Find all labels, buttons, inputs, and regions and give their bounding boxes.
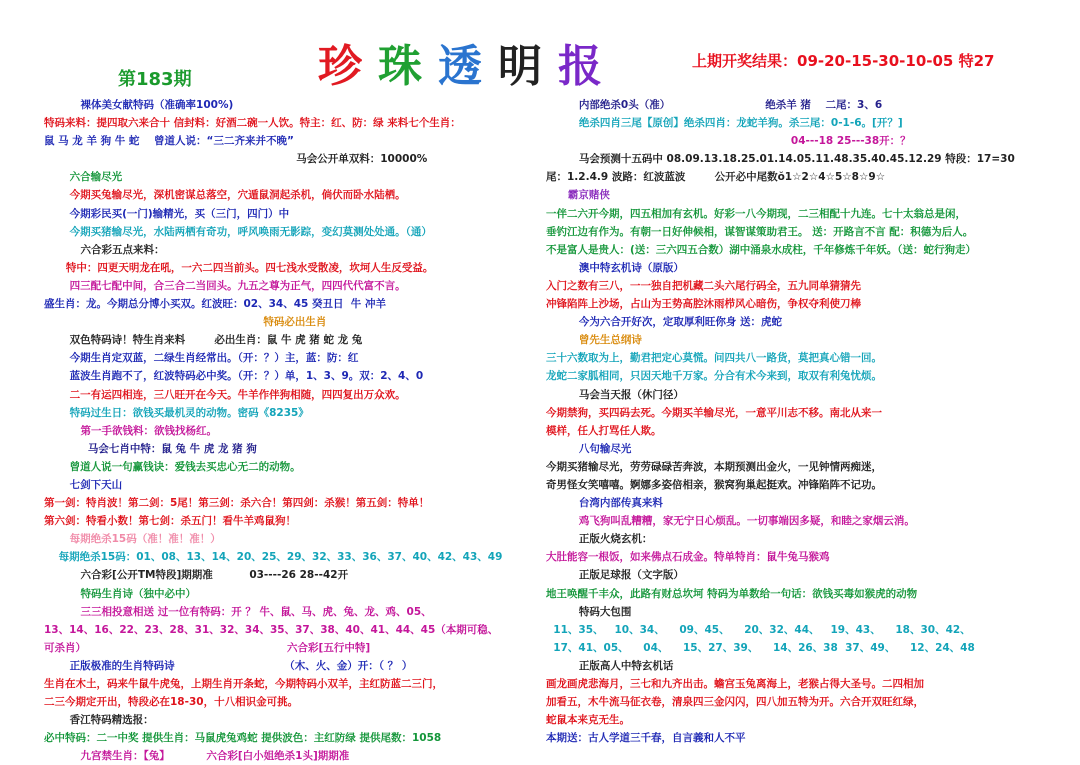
text-line: 正版火烧玄机：	[546, 533, 653, 546]
text-line: 特码生肖诗（独中必中）	[44, 587, 197, 600]
text-line: 双色特码诗！特生肖来料 必出生肖：鼠 牛 虎 猪 蛇 龙 兔	[44, 334, 363, 347]
text-line: 正版极准的生肖特码诗 （木、火、金）开：（ ？ ）	[44, 659, 413, 672]
text-line: 特码必出生肖	[44, 316, 327, 329]
text-line: 今期禁狗，买四码去死。今期买羊输尽光，一意平川志不移。南北从来一	[546, 406, 882, 419]
text-line: 台湾内部传真来料	[546, 497, 663, 510]
text-line: 今期买猪输尽光，劳劳碌碌苦奔波，本期预测出金火，一见钟情两痴迷，	[546, 460, 882, 473]
text-line: 七剑下天山	[44, 478, 123, 491]
right-column	[546, 96, 1040, 745]
text-line: 特码大包围	[546, 605, 632, 618]
text-line: 六合彩[公开TM特段]期期准 03----26 28--42开	[44, 569, 349, 582]
text-line: 曾先生总纲诗	[546, 334, 642, 347]
text-line: 二三今期定开出，特段必在18-30，十八相识金可挑。	[44, 696, 299, 709]
text-line: 今为六合开好次，定取厚利旺你身 送：虎蛇	[546, 316, 783, 329]
text-line: 马会七肖中特：鼠 兔 牛 虎 龙 猪 狗	[44, 442, 257, 455]
text-line: 入门之数有三八，一一独自把机藏二头六尾行码全，五九同单猜猜先	[546, 279, 861, 292]
text-line: 特中：四更天明龙在吼，一六二四当前头。四七浅水受散凌，坎坷人生反受益。	[44, 261, 434, 274]
left-column	[44, 96, 536, 763]
text-line: 霸京赌侠	[546, 189, 610, 202]
title-char: 透	[438, 41, 484, 92]
text-line: 蓝波生肖跑不了，红波特码必中奖。（开：？）单，1、3、9。双：2、4、0	[44, 370, 424, 383]
text-line: 垂钓江边有作为。有朝一日好伸候相，谋智谋策助君王。 送：开路言不言 配：积德为后人。	[546, 225, 974, 238]
text-line: 九宫禁生肖：【兔】 六合彩[白小姐绝杀1头]期期准	[44, 750, 350, 763]
text-line: 可杀肖） 六合彩[五行中特]	[44, 641, 371, 654]
text-line: 大肚能容一根饭，如来佛点石成金。特单特肖：鼠牛兔马猴鸡	[546, 551, 830, 564]
text-line: 鸡飞狗叫乱糟糟，家无宁日心烦乱。一切事端因多疑，和睦之家烟云消。	[546, 515, 915, 528]
text-line: 本期送：古人学道三千春，自言義和人不平	[546, 732, 746, 745]
issue-number: 第183期	[118, 69, 192, 90]
text-line: 香江特码精选报：	[44, 714, 154, 727]
text-line: 三三相投意相送 过一位有特码：开 ？ 牛、鼠、马、虎、兔、龙、鸡、05、	[44, 605, 432, 618]
text-line: 马会预测十五码中 08.09.13.18.25.01.14.05.11.48.35.40.45.12.29 特段：17=30	[546, 153, 1015, 166]
text-line: 澳中特玄机诗（原版）	[546, 261, 684, 274]
title-char: 珠	[378, 41, 424, 92]
text-line: 今期生肖定双蓝，二绿生肖经常出。（开：？）主，蓝：防：红	[44, 352, 359, 365]
text-line: 龙蛇二家胍相同，只因天地千万家。分合有术今来到，取双有利兔忧烦。	[546, 370, 882, 383]
text-line: 今期买猪输尽光，水陆两栖有奇功，呼风唤雨无影踪，变幻莫测处处通。（通）	[44, 225, 432, 238]
text-line: 三十六数取为上，勤君把定心莫慌。问四共八一路货，莫把真心错一回。	[546, 352, 882, 365]
text-line: 必中特码：二一中奖 提供生肖：马鼠虎兔鸡蛇 提供波色：主红防绿 提供尾数：1058	[44, 732, 442, 745]
text-line: 不是富人是贵人：(送：三六四五合数）湖中涌泉水成柱，千年修炼千年妖。（送：蛇行狗走）	[546, 243, 977, 256]
text-line: 11、35、 10、34、 09、45、 20、32、44、 19、43、 18、30、42、	[546, 623, 971, 636]
text-line: 模样，任人打骂任人欺。	[546, 424, 662, 437]
text-line: 地王唤醒千丰众，此路有财总坎坷 特码为单数给一句话：欲钱买毒如猴虎的动物	[546, 587, 918, 600]
text-line: 裸体美女献特码（准确率100%)	[44, 99, 234, 111]
text-line: 绝杀四肖三尾【原创】绝杀四肖：龙蛇羊狗。杀三尾：0-1-6。[开？]	[546, 117, 903, 130]
text-line: 内部绝杀0头（准） 绝杀羊 猪 二尾：3、6	[546, 99, 883, 111]
text-line: 四三配七配中间，合三合二当回头。九五之尊为正气，四四代代富不言。	[44, 279, 406, 292]
text-line: 画龙画虎悲海月，三七和九齐出击。蟾宫玉兔离海上，老猴占得大圣号。二四相加	[546, 678, 924, 690]
text-line: 尾：1.2.4.9 波路：红波蓝波 公开必中尾数ŏ1☆2☆4☆5☆8☆9☆	[546, 171, 886, 184]
text-line: 正版足球报（文字版）	[546, 569, 684, 582]
title-char: 报	[558, 41, 604, 92]
text-line: 特码过生日：欲钱买最机灵的动物。密码《8235》	[44, 406, 309, 419]
text-line: 第一剑：特肖波！第二剑：5尾！第三剑：杀六合！第四剑：杀猴！第五剑：特单！	[44, 497, 430, 510]
newspaper-title	[318, 30, 604, 92]
text-line: 盛生肖：龙。今期总分博小买双。红波旺：02、34、45 癸丑日 牛 冲羊	[44, 298, 386, 311]
text-line: 曾道人说一句赢钱诀：爱钱去买忠心无二的动物。	[44, 460, 301, 473]
text-line: 每期绝杀15码（准！准！准！）	[44, 533, 221, 546]
text-line: 加看五，木牛流马征衣卷，清泉四三金闪闪，四八加五特为开。六合开双旺红绿，	[546, 696, 924, 709]
title-char: 明	[498, 41, 544, 92]
text-line: 六合彩五点来料：	[44, 243, 165, 256]
text-line: 马会当天报（休门径）	[546, 388, 684, 401]
text-line: 13、14、16、22、23、28、31、32、34、35、37、38、40、41、44、45（本期可稳、	[44, 623, 499, 636]
text-line: 冲锋陷阵上沙场，占山为王势高腔沐雨栉风心暗伤，争权夺利使刀棒	[546, 298, 861, 311]
text-line: 每期绝杀15码：01、08、13、14、20、25、29、32、33、36、37、40、42、43、49	[44, 551, 503, 564]
text-line: 正版高人中特玄机话	[546, 659, 674, 672]
text-line: 奇男怪女笑嘻嘻。婀娜多姿倍相亲，猴窝狗巢起挺欢。冲锋陷阵不记功。	[546, 478, 882, 491]
text-line: 特码来料：提四取六来合十 信封料：好酒二碗一人饮。特主：红、防：绿 来料七个生肖：	[44, 117, 461, 130]
text-line: 今期彩民买(一门)输精光，买（三门，四门）中	[44, 207, 290, 220]
text-line: 今期买兔输尽光，深机密谋总落空，穴遁鼠洞起杀机，倘伏而卧水陆栖。	[44, 189, 406, 202]
text-line: 八句输尽光	[546, 442, 632, 455]
text-line: 马会公开单双料：10000%	[44, 153, 428, 166]
text-line: 17、41、05、 04、 15、27、39、 14、26、38 37、49、 12、24、48	[546, 641, 975, 654]
title-char: 珍	[318, 41, 364, 92]
text-line: 第六剑：特看小数！第七剑：杀五门！看牛羊鸡鼠狗！	[44, 515, 296, 528]
text-line: 生肖在木土，码来牛鼠牛虎兔，上期生肖开条蛇，今期特码小双羊，主红防蓝二三门，	[44, 678, 443, 690]
text-line: 鼠 马 龙 羊 狗 牛 蛇 曾道人说：“三二齐来并不晚”	[44, 135, 294, 148]
last-result: 上期开奖结果：09-20-15-30-10-05 特27	[692, 52, 995, 70]
text-line: 04---18 25---38开：？	[546, 135, 911, 148]
text-line: 六合输尽光	[44, 171, 123, 184]
text-line: 第一手欲钱料：欲钱找杨红。	[44, 424, 218, 437]
text-line: 一伴二六开今期，四五相加有玄机。好彩一八今期现，二三相配十九连。七十太翁总是闲，	[546, 207, 966, 220]
text-line: 蛇鼠本来克无生。	[546, 714, 630, 727]
text-line: 二一有运四相连，三八旺开在今天。牛羊作伴狗相随，四四复出万众欢。	[44, 388, 406, 401]
